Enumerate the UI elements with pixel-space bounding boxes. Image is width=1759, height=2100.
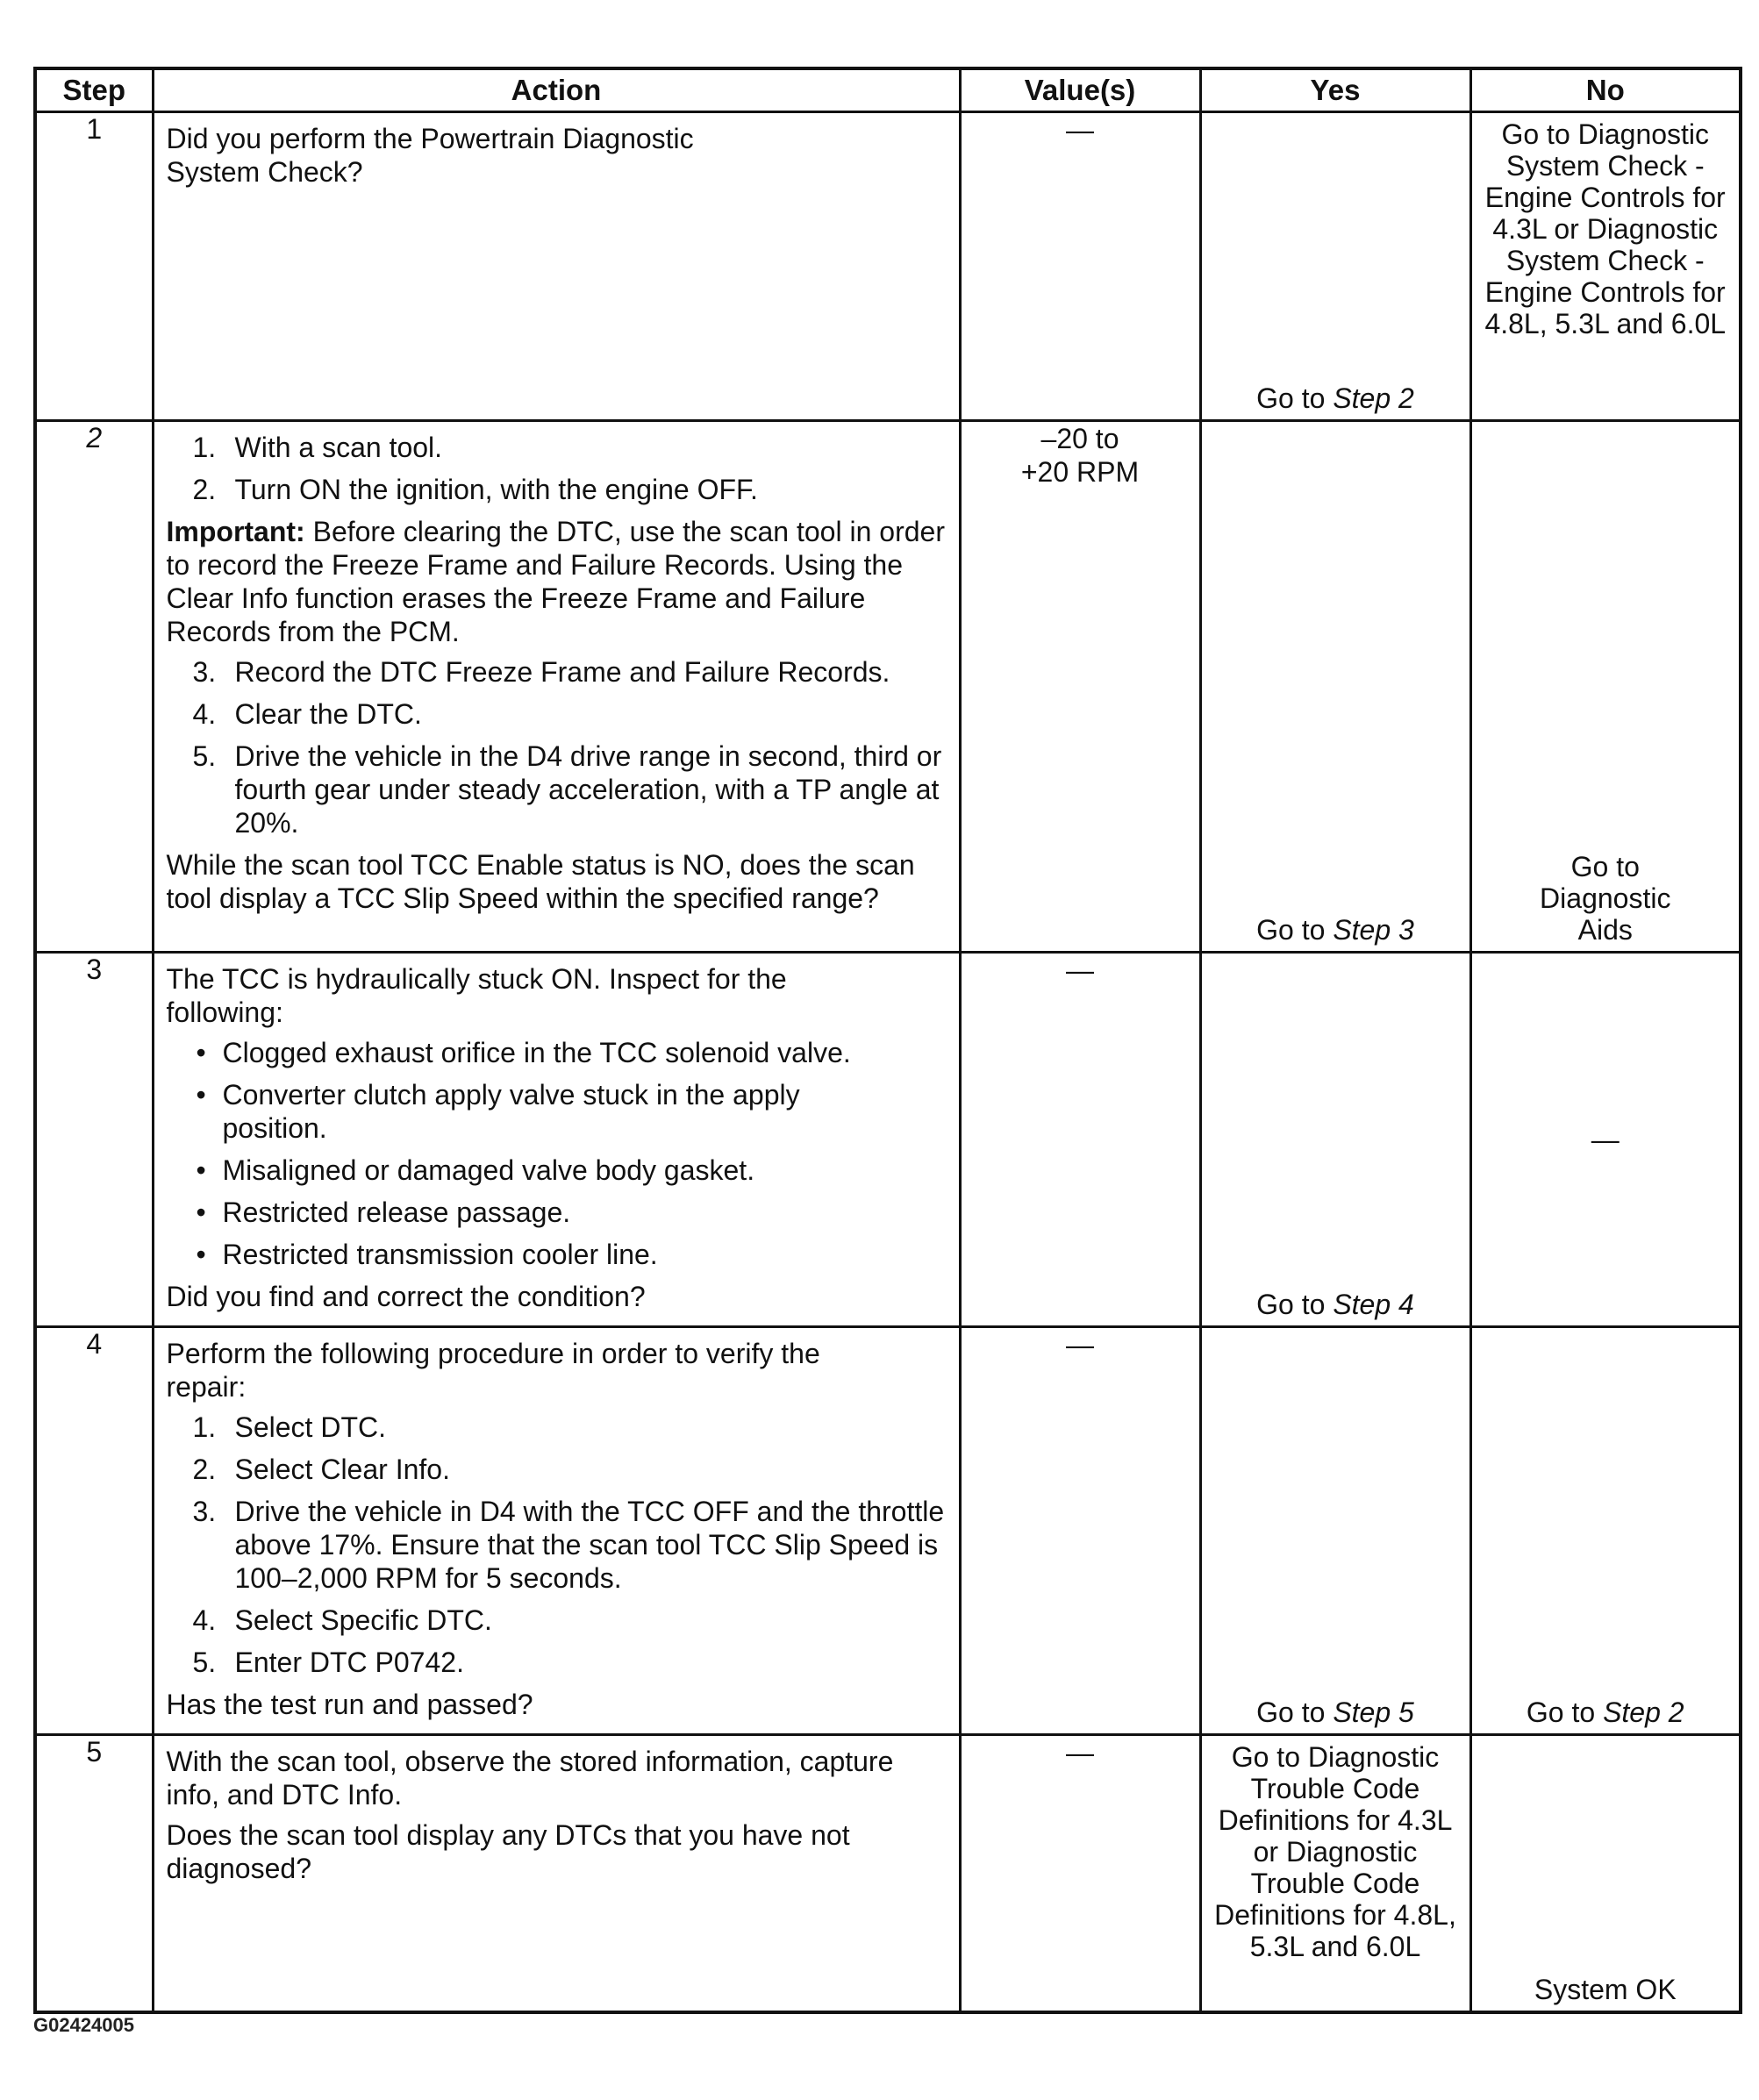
bullet: • — [196, 1239, 206, 1270]
action-cell — [153, 953, 960, 1327]
item-text: Enter DTC P0742. — [234, 1646, 464, 1678]
action-intro: Perform the following procedure in order to verify the repair: — [166, 1338, 820, 1403]
header-action: Action — [153, 68, 960, 112]
list-item — [167, 473, 948, 506]
value-cell: — — [960, 1327, 1200, 1735]
action-text: With the scan tool, observe the stored information, capture info, and DTC Info. — [166, 1746, 894, 1811]
table-row-step-5 — [35, 1735, 1741, 2012]
important-note — [167, 515, 948, 648]
yes-go-to[interactable]: Go to Diagnostic Trouble Code Definitions for 4.3L or Diagnostic Trouble Code Definitions for 4.8L, 5.3L and 6.0L — [1214, 1741, 1456, 1962]
action-question: Did you perform the Powertrain Diagnostic System Check? — [166, 123, 694, 188]
yes-go-to[interactable] — [1202, 1289, 1469, 1320]
no-go-to[interactable]: Go to Diagnostic Aids — [1540, 851, 1671, 946]
yes-cell — [1200, 421, 1470, 953]
yes-go-to[interactable] — [1202, 382, 1469, 414]
action-question: Did you find and correct the condition? — [166, 1281, 646, 1312]
list-item — [167, 1411, 948, 1444]
value-cell — [960, 421, 1200, 953]
list-item — [167, 1078, 948, 1145]
item-number: 4. — [192, 698, 217, 730]
item-text: Misaligned or damaged valve body gasket. — [222, 1154, 755, 1186]
go-to-prefix: Go to — [1256, 914, 1334, 946]
item-text: Turn ON the ignition, with the engine OFF. — [234, 474, 758, 505]
important-text: Before clearing the DTC, use the scan tool in order to record the Freeze Frame and Failure Records. Using the Clear Info function erases the Freeze Frame and Failure Records from the PCM. — [166, 516, 945, 647]
step-link[interactable]: Step 2 — [1603, 1696, 1684, 1728]
action-steps-a — [167, 431, 948, 506]
important-label: Important: — [166, 516, 305, 547]
value-cell: — — [960, 1735, 1200, 2012]
yes-cell — [1200, 953, 1470, 1327]
no-cell — [1470, 1327, 1741, 1735]
header-no: No — [1470, 68, 1741, 112]
value-line-2: +20 RPM — [1020, 456, 1140, 488]
list-item — [167, 1238, 948, 1271]
yes-go-to[interactable] — [1202, 1696, 1469, 1728]
header-values: Value(s) — [960, 68, 1200, 112]
item-text: Restricted transmission cooler line. — [222, 1239, 658, 1270]
action-question: Does the scan tool display any DTCs that you have not diagnosed? — [166, 1819, 850, 1884]
value-line-1: –20 to — [1040, 423, 1119, 454]
step-link[interactable]: Step 5 — [1333, 1696, 1414, 1728]
table-row-step-3 — [35, 953, 1741, 1327]
go-to-prefix: Go to — [1256, 382, 1334, 414]
item-number: 1. — [192, 1411, 217, 1443]
list-item — [167, 1196, 948, 1229]
go-to-prefix: Go to — [1256, 1289, 1334, 1320]
no-go-to[interactable] — [1472, 1696, 1740, 1728]
no-cell — [1470, 112, 1741, 421]
item-text: Restricted release passage. — [222, 1196, 571, 1228]
figure-id: G02424005 — [33, 2014, 134, 2036]
item-number: 2. — [192, 474, 217, 505]
list-item — [167, 1646, 948, 1679]
verify-steps — [167, 1411, 948, 1679]
diagnostic-table — [33, 67, 1742, 2014]
value-cell: — — [960, 112, 1200, 421]
item-number: 4. — [192, 1604, 217, 1636]
yes-cell — [1200, 1735, 1470, 2012]
action-intro: The TCC is hydraulically stuck ON. Inspect for the following: — [166, 963, 787, 1028]
item-text: Select Clear Info. — [234, 1454, 450, 1485]
inspection-list — [167, 1036, 948, 1271]
item-text: With a scan tool. — [234, 432, 443, 463]
header-step: Step — [35, 68, 153, 112]
item-text: Select Specific DTC. — [234, 1604, 492, 1636]
action-question: Has the test run and passed? — [166, 1689, 533, 1720]
item-number: 3. — [192, 656, 217, 688]
no-result: System OK — [1534, 1973, 1677, 2005]
item-text: Converter clutch apply valve stuck in the apply position. — [222, 1079, 800, 1144]
go-to-prefix: Go to — [1256, 1696, 1334, 1728]
step-number: 2 — [35, 421, 153, 953]
list-item — [167, 1154, 948, 1187]
no-cell — [1470, 1735, 1741, 2012]
action-cell — [153, 1327, 960, 1735]
yes-cell — [1200, 1327, 1470, 1735]
action-steps-b — [167, 655, 948, 839]
bullet: • — [196, 1196, 206, 1228]
action-cell — [153, 112, 960, 421]
action-cell — [153, 1735, 960, 2012]
no-cell — [1470, 953, 1741, 1327]
item-text: Clear the DTC. — [234, 698, 422, 730]
item-text: Record the DTC Freeze Frame and Failure Records. — [234, 656, 890, 688]
table-row-step-2 — [35, 421, 1741, 953]
step-number: 1 — [35, 112, 153, 421]
item-text: Drive the vehicle in D4 with the TCC OFF and the throttle above 17%. Ensure that the scan tool TCC Slip Speed is 100–2,000 RPM for 5 seconds. — [234, 1496, 945, 1594]
bullet: • — [196, 1154, 206, 1186]
item-number: 2. — [192, 1454, 217, 1485]
table-row-step-4 — [35, 1327, 1741, 1735]
list-item — [167, 739, 948, 839]
list-item — [167, 1453, 948, 1486]
list-item — [167, 1495, 948, 1595]
header-row — [35, 68, 1741, 112]
no-go-to[interactable]: Go to Diagnostic System Check - Engine Controls for 4.3L or Diagnostic System Check - Engine Controls for 4.8L, 5.3L and 6.0L — [1484, 118, 1727, 339]
list-item — [167, 431, 948, 464]
list-item — [167, 655, 948, 689]
list-item — [167, 1036, 948, 1069]
list-item — [167, 1604, 948, 1637]
step-link[interactable]: Step 3 — [1333, 914, 1414, 946]
item-text: Drive the vehicle in the D4 drive range in second, third or fourth gear under steady acceleration, with a TP angle at 20%. — [234, 740, 942, 839]
yes-cell — [1200, 112, 1470, 421]
item-text: Clogged exhaust orifice in the TCC solenoid valve. — [222, 1037, 851, 1068]
step-number: 3 — [35, 953, 153, 1327]
step-number: 4 — [35, 1327, 153, 1735]
item-text: Select DTC. — [234, 1411, 386, 1443]
table-row-step-1 — [35, 112, 1741, 421]
go-to-prefix: Go to — [1526, 1696, 1604, 1728]
step-link[interactable]: Step 2 — [1333, 382, 1414, 414]
bullet: • — [196, 1079, 206, 1111]
item-number: 5. — [192, 740, 217, 772]
no-cell — [1470, 421, 1741, 953]
action-question: While the scan tool TCC Enable status is NO, does the scan tool display a TCC Slip Speed within the specified range? — [166, 849, 915, 914]
list-item — [167, 697, 948, 731]
step-number: 5 — [35, 1735, 153, 2012]
no-value: — — [1591, 1124, 1620, 1155]
item-number: 5. — [192, 1646, 217, 1678]
bullet: • — [196, 1037, 206, 1068]
yes-go-to[interactable] — [1202, 914, 1469, 946]
item-number: 3. — [192, 1496, 217, 1527]
value-cell: — — [960, 953, 1200, 1327]
action-cell — [153, 421, 960, 953]
header-yes: Yes — [1200, 68, 1470, 112]
item-number: 1. — [192, 432, 217, 463]
step-link[interactable]: Step 4 — [1333, 1289, 1414, 1320]
